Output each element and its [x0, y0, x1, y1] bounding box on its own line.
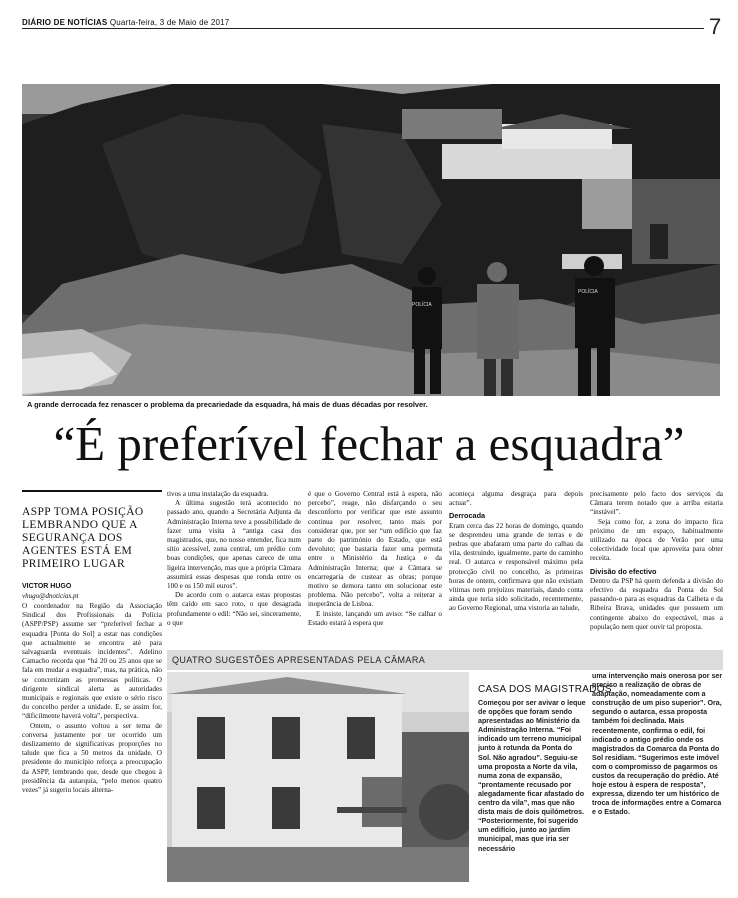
sidebar-column-b [592, 672, 723, 818]
paragraph: Ontem, o assunto voltou a ser tema de conversa justamente por ter ocorrido um deslizamento de significativas proporções no talude que fica a 50 metros da unidade. O presidente do município reforça a preocupação da ASPP, lembrando que, desde que chegou à presidência da autarquia, “pelo menos quatro vezes” já sugeriu locais alterna- [22, 721, 162, 795]
paragraph: Dentro da PSP há quem defenda a divisão do efectivo da esquadra da Ponta do Sol passando-o para as esquadras da Calheta e da Ribeira Brava, unidades que possuem um contingente abaixo do expectável, mas a população nem quer ouvir tal proposta. [590, 576, 723, 631]
paragraph: é que o Governo Central está à espera, não percebo”, reage, não disfarçando o seu desconforto por verificar que este assunto continua por resolver, tanto mais por considerar que, por ser “um edifício que faz parte do património do Estado, que está devoluto; que bastaria fazer uma permuta entre o Ministério da Justiça e da Administração Interna; que a Câmara se encarregaria de custear as obras; porque motivo se demora tanto em solucionar este problema. Não percebo”, volta a reiterar a inoperância de Lisboa. [308, 490, 442, 609]
paragraph: precisamente pelo facto dos serviços da Câmara terem notado que a arriba estaria “instável”. [590, 490, 723, 517]
article-column-3 [308, 490, 442, 628]
paragraph: tivos a uma instalação da esquadra. [167, 490, 269, 498]
byline-name: VICTOR HUGO [22, 583, 72, 590]
subheading-divisao: Divisão do efectivo [590, 566, 657, 576]
page-number: 7 [709, 14, 722, 39]
paragraph: aconteça alguma desgraça para depois actuar”. [449, 490, 583, 508]
magistrates-house-photo [167, 672, 469, 882]
paragraph: Eram cerca das 22 horas de domingo, quando se desprendeu uma grande de terras e de pedras que abafaram uma parte do calhau da vila, destruindo, igualmente, parte do caminho real. O autarca e responsável máximo pela protecção civil no concelho, às primeiras horas de ontem, confirmava que não existiam vítimas nem prejuízos materiais, dando conta ainda que teria sido solicitado, recentemente, ao Governo Regional, uma vistoria ao talude, [449, 521, 583, 613]
newspaper-header [22, 18, 229, 27]
article-column-2 [167, 490, 301, 628]
deck-rule [22, 490, 162, 492]
main-photo [22, 84, 720, 396]
deck: ASPP TOMA POSIÇÃO LEMBRANDO QUE A SEGURANÇA DOS AGENTES ESTÁ EM PRIMEIRO LUGAR [22, 506, 144, 570]
paragraph: O coordenador na Região da Associação Sindical dos Profissionais da Polícia (ASPP/PSP) assume ser “preferível fechar a esquadra [Ponta do Sol] a estar nas condições que actualmente se encontra até para salvaguarda eventuais incidentes”. Adelino Camacho recorda que “há 20 ou 25 anos que se fala em mudar a esquadra”, mas, na prática, não se concretizam as promessas políticas. O dirigente sindical alerta as autoridades municipais e regionais que existe o sério risco do concelho perder a unidade. E, se assim for, “dificilmente haverá volta”, perspectiva. [22, 602, 162, 721]
paragraph: Começou por ser avivar o leque de opções que foram sendo apresentadas ao Ministério da Administração Interna. “Foi indicado um terreno municipal junto à rotunda da Ponta do Sol. Não agradou”. Seguiu-se uma proposta a Norte da vila, numa zona de expansão, “prontamente recusado por alegadamente ficar afastado do centro da vila”, mas que não dista mais de dois quilómetros. “Posteriormente, foi sugerido um edifício, junto ao jardim municipal, mas que iria ser necessário [478, 699, 586, 853]
police-badge-left: POLÍCIA [412, 302, 432, 308]
sidebar-heading: CASA DOS MAGISTRADOS [478, 684, 612, 695]
photo-caption: A grande derrocada fez renascer o problema da precariedade da esquadra, há mais de duas décadas por resolver. [27, 400, 428, 409]
headline: “É preferível fechar a esquadra” [53, 416, 685, 471]
landslide-scene [22, 84, 720, 396]
byline-email[interactable]: vhugo@dnoticias.pt [22, 592, 79, 600]
subheading-derrocada: Derrocada [449, 511, 486, 521]
newspaper-name: DIÁRIO DE NOTÍCIAS [22, 18, 108, 27]
sidebar-column-a [478, 699, 586, 854]
header-rule [22, 28, 704, 29]
paragraph: E insiste, lançando um aviso: “Se calhar o Estado estará à espera que [308, 609, 442, 627]
paragraph: uma intervenção mais onerosa por ser preciso a realização de obras de adaptação, nomeadamente com a construção de um piso superior”. Ora, segundo o autarca, essa proposta também foi declinada. Mais recentemente, confirma o edil, foi indicado o antigo prédio onde os magistrados da Comarca da Ponta do Sol residiam. “Sugerimos este imóvel com o compromisso de pagarmos os custos da recuperação do prédio. Até hoje estou à espera de resposta”, expressa, dizendo ter um histórico de troca de informações entre a Comarca e o Estado. [592, 672, 723, 817]
police-badge-right: POLÍCIA [578, 289, 598, 295]
paragraph: A última sugestão terá acontecido no passado ano, quando a Secretária Adjunta da Administração Interna teve a possibilidade de fazer uma visita à “antiga casa dos magistrados, que, no nosso entender, fica num sítio acessível, zona central, um prédio com boas condições, que apenas carece de uma ligeira intervenção, mas que a própria Câmara assumirá essas despesas que ronda entre os 100 e os 150 mil euros”. [167, 499, 301, 591]
paragraph: Seja como for, a zona do impacto fica próximo de um espaço, habitualmente utilizado na época de Verão por uma colectividade local que aproveita para obter receita. [590, 517, 723, 563]
article-column-1 [22, 602, 162, 795]
house-scene [167, 672, 469, 882]
article-column-5 [590, 490, 723, 632]
article-column-4 [449, 490, 583, 614]
paragraph: De acordo com o autarca estas propostas têm caído em saco roto, o que desagrada profundamente o edil: “Não sei, sinceramente, o que [167, 591, 301, 627]
sidebar-title: QUATRO SUGESTÕES APRESENTADAS PELA CÂMARA [172, 655, 426, 665]
issue-date: Quarta-feira, 3 de Maio de 2017 [109, 18, 230, 27]
